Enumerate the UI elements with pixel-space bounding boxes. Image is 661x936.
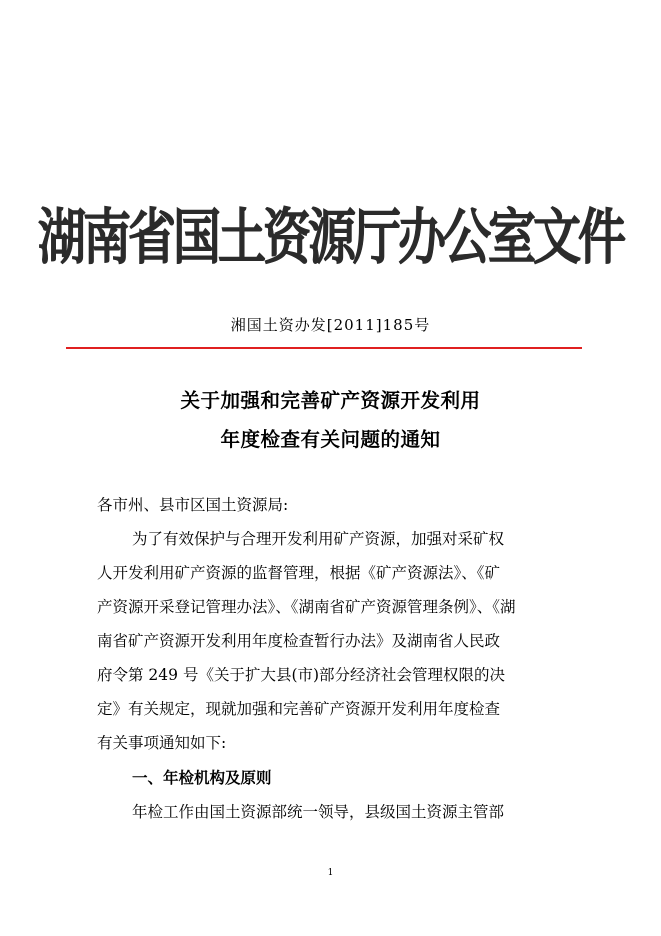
paragraph-1: [97, 522, 565, 760]
agency-banner: 湖南省国土资源厅办公室文件: [37, 203, 623, 273]
addressee: 各市州、县市区国土资源局:: [97, 496, 289, 514]
paragraph-line: 有关事项通知如下:: [97, 734, 227, 752]
document-number: 湘国土资办发[2011]185号: [230, 316, 431, 334]
section-heading: 一、年检机构及原则: [132, 769, 272, 787]
paragraph-line: 府令第 249 号《关于扩大县(市)部分经济社会管理权限的决: [97, 666, 506, 684]
title-line-2: 年度检查有关问题的通知: [220, 428, 441, 451]
red-divider: [66, 347, 582, 349]
paragraph-line: 产资源开采登记管理办法》、《湖南省矿产资源管理条例》、《湖: [97, 598, 516, 616]
paragraph-line: 为了有效保护与合理开发利用矿产资源，加强对采矿权: [132, 530, 505, 548]
paragraph-2-line: 年检工作由国土资源部统一领导，县级国土资源主管部: [132, 803, 505, 821]
paragraph-line: 南省矿产资源开发利用年度检查暂行办法》及湖南省人民政: [97, 632, 501, 650]
title-line-1: 关于加强和完善矿产资源开发利用: [180, 389, 481, 412]
paragraph-line: 人开发利用矿产资源的监督管理，根据《矿产资源法》、《矿: [97, 564, 501, 582]
paragraph-line: 定》有关规定，现就加强和完善矿产资源开发利用年度检查: [97, 700, 501, 718]
page-number: 1: [327, 868, 334, 878]
